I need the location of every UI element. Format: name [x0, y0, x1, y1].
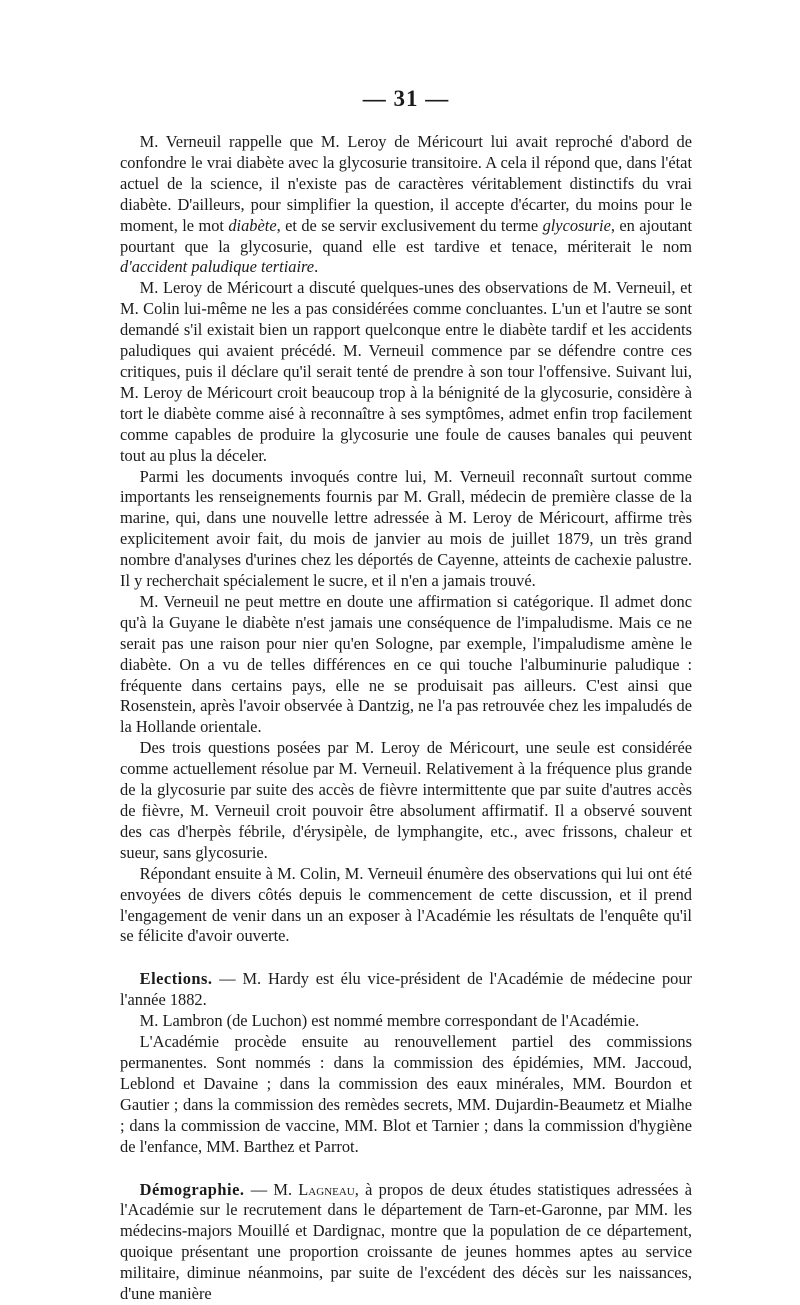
- paragraph-p9: [120, 1032, 692, 1157]
- page-number: [120, 86, 692, 112]
- text-run: .: [314, 257, 319, 277]
- body-text: [120, 132, 692, 1305]
- section-gap: [120, 1158, 692, 1180]
- paragraph-p3: [120, 467, 692, 592]
- text-run: — M. Hardy est élu vice-président de l'Académie de médecine pour l'année 1882.: [120, 969, 692, 1010]
- text-run: Répondant ensuite à M. Colin, M. Verneuil énumère des observations qui lui ont été envoyées de divers côtés depuis le commencement de cette discussion, et il prend l'engagement de venir dans un an exposer à l'Académie les résultats de l'enquête qu'il se félicite d'avoir ouverte.: [120, 863, 692, 946]
- italic-term: glycosurie: [542, 215, 611, 235]
- paragraph-p6: [120, 864, 692, 948]
- text-run: M. Leroy de Méricourt a discuté quelques-unes des observations de M. Verneuil, et M. Colin lui-même ne les a pas considérées comme concluantes. L'un et l'autre se sont demandé s'il existait bien un rapport quelconque entre le diabète tardif et les accidents paludiques qui avaient précédé. M. Verneuil commence par se défendre contre ces critiques, puis il déclare qu'il serait tenté de prendre à son tour l'offensive. Suivant lui, M. Leroy de Méricourt croit beaucoup trop à la bénignité de la glycosurie, considère à tort le diabète comme aisé à reconnaître à ses symptômes, admet enfin trop facilement comme capables de produire la glycosurie une foule de causes banales qui peuvent tout au plus la déceler.: [120, 278, 692, 465]
- paragraph-p7: [120, 969, 692, 1011]
- author-name: Lagneau: [298, 1179, 355, 1199]
- paragraph-p2: [120, 278, 692, 466]
- paragraph-p5: [120, 738, 692, 863]
- text-run: M. Verneuil ne peut mettre en doute une affirmation si catégorique. Il admet donc qu'à la Guyane le diabète n'est jamais une conséquence de l'impaludisme. Mais ce ne serait pas une raison pour nier qu'en Sologne, par exemple, l'impaludisme amène le diabète. On a vu de telles différences en ce qui touche l'albuminurie paludique : fréquente dans certains pays, elle ne se produisait pas ailleurs. C'est ainsi que Rosenstein, après l'avoir observée à Dantzig, ne l'a pas retrouvée chez les impaludés de la Hollande orientale.: [120, 591, 692, 737]
- text-run: Des trois questions posées par M. Leroy de Méricourt, une seule est considérée comme actuellement résolue par M. Verneuil. Relativement à la fréquence plus grande de la glycosurie par suite des accès de fièvre intermittente que par suite d'autres accès de fièvre, M. Verneuil croit pouvoir être absolument affirmatif. Il a observé souvent des cas d'herpès fébrile, d'érysipèle, de lymphangite, etc., avec frissons, chaleur et sueur, sans glycosurie.: [120, 738, 692, 862]
- section-heading: Démographie.: [139, 1179, 245, 1199]
- text-run: M. Verneuil rappelle que M. Leroy de Méricourt lui avait reproché d'abord de confondre le vrai diabète avec la glycosurie transitoire. A cela il répond que, dans l'état actuel de la science, il n'existe pas de caractères véritablement distinctifs du vrai diabète. D'ailleurs, pour simplifier la question, il accepte d'écarter, du moins pour le moment, le mot: [120, 132, 692, 235]
- section-gap: [120, 947, 692, 969]
- paragraph-p10: [120, 1180, 692, 1305]
- text-run: M. Lambron (de Luchon) est nommé membre correspondant de l'Académie.: [139, 1011, 640, 1031]
- paragraph-p4: [120, 592, 692, 738]
- text-run: , en ajoutant pourtant que la glycosurie, quand elle est tardive et tenace, mériterait le nom: [120, 215, 693, 256]
- paragraph-p1: [120, 132, 692, 278]
- section-heading: Elections.: [139, 969, 213, 989]
- italic-term: d'accident paludique tertiaire: [120, 257, 315, 277]
- text-run: , et de se servir exclusivement du terme: [276, 215, 543, 235]
- page-number-text: — 31 —: [362, 86, 450, 111]
- text-run: — M.: [244, 1179, 299, 1199]
- text-run: , à propos de deux études statistiques adressées à l'Académie sur le recrutement dans le département de Tarn-et-Garonne, par MM. les médecins-majors Mouillé et Dardignac, montre que la population de ce département, quoique présentant une proportion croissante de jeunes hommes aptes au service militaire, diminue néanmoins, par suite de l'excédent des décès sur les naissances, d'une manière: [120, 1179, 692, 1304]
- text-run: L'Académie procède ensuite au renouvellement partiel des commissions permanentes. Sont nommés : dans la commission des épidémies, MM. Jaccoud, Leblond et Davaine ; dans la commission des eaux minérales, MM. Bourdon et Gautier ; dans la commission des remèdes secrets, MM. Dujardin-Beaumetz et Mialhe ; dans la commission de vaccine, MM. Blot et Tarnier ; dans la commission d'hygiène de l'enfance, MM. Barthez et Parrot.: [120, 1032, 692, 1156]
- italic-term: diabète: [228, 215, 277, 235]
- text-run: Parmi les documents invoqués contre lui, M. Verneuil reconnaît surtout comme importants les renseignements fournis par M. Grall, médecin de première classe de la marine, qui, dans une nouvelle lettre adressée à M. Leroy de Méricourt, affirme très explicitement avoir fait, du mois de janvier au mois de juillet 1879, un très grand nombre d'analyses d'urines chez les déportés de Cayenne, atteints de cachexie palustre. Il y recherchait spécialement le sucre, et il n'en a jamais trouvé.: [120, 466, 692, 591]
- paragraph-p8: [120, 1011, 692, 1032]
